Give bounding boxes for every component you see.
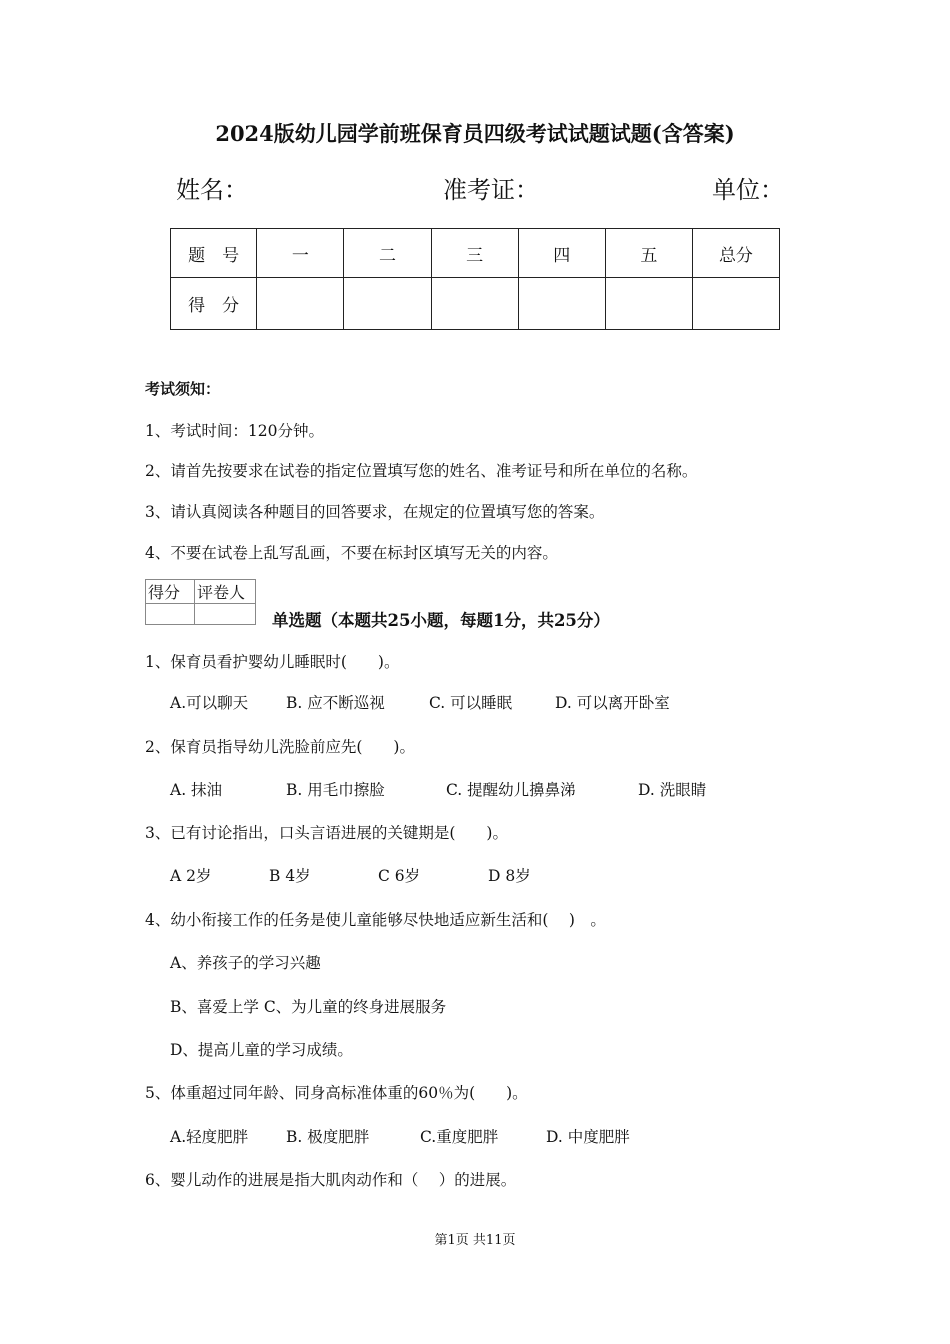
option: C.重度肥胖: [420, 1128, 499, 1146]
option: D. 可以离开卧室: [555, 694, 670, 712]
option: A. 抹油: [170, 781, 223, 799]
grader-box: [145, 579, 256, 625]
score-table-header-cell: 一: [257, 229, 344, 278]
option: B. 用毛巾擦脸: [286, 781, 385, 799]
option: B. 应不断巡视: [286, 694, 385, 712]
score-table-score-row: [171, 278, 780, 330]
notice-item: 1、考试时间：120分钟。: [145, 422, 324, 440]
option: A.轻度肥胖: [170, 1128, 249, 1146]
section-title: 单选题（本题共25小题，每题1分，共25分）: [272, 611, 610, 630]
question-text: 2、保育员指导幼儿洗脸前应先( )。: [145, 738, 415, 756]
question-text: 5、体重超过同年龄、同身高标准体重的60％为( )。: [145, 1084, 528, 1102]
name-field-label: 姓名：: [176, 176, 248, 204]
option: C. 可以睡眠: [429, 694, 513, 712]
score-table-header-cell: 二: [344, 229, 431, 278]
score-table-header-cell: 总分: [692, 229, 779, 278]
grader-reviewer-cell[interactable]: [195, 604, 256, 625]
question-text: 1、保育员看护婴幼儿睡眠时( )。: [145, 653, 400, 671]
option: B. 极度肥胖: [286, 1128, 370, 1146]
score-cell[interactable]: [518, 278, 605, 330]
option: B、喜爱上学 C、为儿童的终身进展服务: [170, 998, 447, 1016]
score-cell[interactable]: [605, 278, 692, 330]
option: D、提高儿童的学习成绩。: [170, 1041, 353, 1059]
page-footer: 第1页 共11页: [434, 1233, 516, 1248]
grader-score-label: 得分: [146, 580, 195, 604]
option: B 4岁: [269, 867, 311, 885]
grader-reviewer-label: 评卷人: [195, 580, 256, 604]
unit-field-label: 单位：: [712, 176, 784, 204]
question-text: 4、幼小衔接工作的任务是使儿童能够尽快地适应新生活和( ) 。: [145, 911, 606, 929]
option: A 2岁: [170, 867, 212, 885]
score-row-label: 得 分: [171, 278, 257, 330]
ticket-field-label: 准考证：: [443, 176, 539, 204]
option: D. 洗眼睛: [638, 781, 707, 799]
score-table-header-row: [171, 229, 780, 278]
notice-item: 4、不要在试卷上乱写乱画，不要在标封区填写无关的内容。: [145, 544, 558, 562]
option: D. 中度肥胖: [546, 1128, 630, 1146]
score-table-header-cell: 题 号: [171, 229, 257, 278]
score-table-header-cell: 四: [518, 229, 605, 278]
notice-item: 2、请首先按要求在试卷的指定位置填写您的姓名、准考证号和所在单位的名称。: [145, 462, 698, 480]
option: D 8岁: [488, 867, 531, 885]
question-text: 3、已有讨论指出，口头言语进展的关键期是( )。: [145, 824, 508, 842]
option: C 6岁: [378, 867, 421, 885]
score-table-header-cell: 三: [431, 229, 518, 278]
question-text: 6、婴儿动作的进展是指大肌肉动作和（ ）的进展。: [145, 1171, 517, 1189]
document-title: 2024版幼儿园学前班保育员四级考试试题试题(含答案): [215, 121, 735, 146]
score-cell[interactable]: [344, 278, 431, 330]
score-cell[interactable]: [692, 278, 779, 330]
score-table: [170, 228, 780, 330]
notice-item: 3、请认真阅读各种题目的回答要求，在规定的位置填写您的答案。: [145, 503, 605, 521]
score-cell[interactable]: [257, 278, 344, 330]
option: A.可以聊天: [170, 694, 249, 712]
score-table-header-cell: 五: [605, 229, 692, 278]
grader-score-cell[interactable]: [146, 604, 195, 625]
score-cell[interactable]: [431, 278, 518, 330]
notice-heading: 考试须知：: [145, 380, 221, 398]
option: A、养孩子的学习兴趣: [170, 954, 321, 972]
option: C. 提醒幼儿擤鼻涕: [446, 781, 576, 799]
